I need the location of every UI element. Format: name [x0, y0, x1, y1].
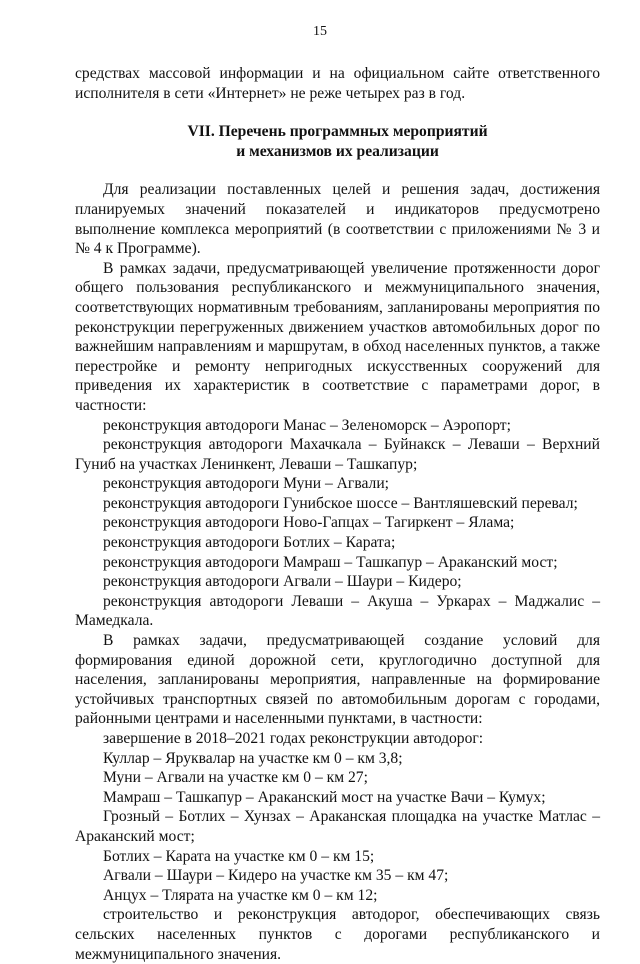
list-item: Ботлих – Карата на участке км 0 – км 15; [103, 847, 375, 865]
list-item: Муни – Агвали на участке км 0 – км 27; [103, 769, 368, 787]
section-title-line2: и механизмов их реализации [236, 142, 439, 160]
document-body [75, 64, 600, 964]
paragraph-5: строительство и реконструкция автодорог, обеспечивающих связь сельских населенных пунктов с дорогами республиканского и межмуниципального значения. [75, 906, 600, 963]
paragraph-2: В рамках задачи, предусматривающей увеличение протяженности дорог общего пользования республиканского и межмуниципального значения, соответствующих нормативным требованиям, запланированы мероприятия по реконструкции перегруженных движением участков автомобильных дорог по важнейшим направлениям и маршрутам, в обход населенных пунктов, а также перестройке и ремонту непригодных искусственных сооружений для приведения их характеристик в соответствие с параметрами дорог, в частности: [75, 259, 600, 414]
list-item: Куллар – Яруквалар на участке км 0 – км 3,8; [103, 749, 403, 767]
list-item: реконструкция автодороги Муни – Агвали; [103, 475, 390, 493]
list-item: реконструкция автодороги Мамраш – Ташкапур – Араканский мост; [103, 553, 558, 571]
list-item: Грозный – Ботлих – Хунзах – Араканская площадка на участке Матлас – Араканский мост; [75, 808, 600, 845]
page-number: 15 [313, 24, 327, 39]
section-title-line1: VII. Перечень программных мероприятий [187, 123, 488, 141]
list-item: реконструкция автодороги Манас – Зеленоморск – Аэропорт; [103, 416, 511, 434]
list-item: реконструкция автодороги Леваши – Акуша – Уркарах – Маджалис – Мамедкала. [75, 592, 600, 630]
list-item: реконструкция автодороги Ботлих – Карата; [103, 534, 396, 552]
list-item: реконструкция автодороги Ново-Гапцах – Тагиркент – Ялама; [103, 514, 515, 532]
list-item: Агвали – Шаури – Кидеро на участке км 35 – км 47; [103, 867, 449, 885]
list-item: Мамраш – Ташкапур – Араканский мост на участке Вачи – Кумух; [103, 788, 546, 806]
paragraph-1: Для реализации поставленных целей и решения задач, достижения планируемых значений показателей и индикаторов предусмотрено выполнение комплекса мероприятий (в соответствии с приложениями № 3 и № 4 к Программе). [75, 181, 600, 258]
intro-paragraph: средствах массовой информации и на официальном сайте ответственного исполнителя в сети «Интернет» не реже четырех раз в год. [75, 65, 600, 102]
list-item: реконструкция автодороги Агвали – Шаури – Кидеро; [103, 573, 462, 591]
list-item: реконструкция автодороги Гунибское шоссе – Вантляшевский перевал; [103, 494, 578, 512]
paragraph-4: завершение в 2018–2021 годах реконструкции автодорог: [103, 730, 484, 747]
list-item: реконструкция автодороги Махачкала – Буйнакск – Леваши – Верхний Гуниб на участках Ленинкент, Леваши – Ташкапур; [75, 436, 600, 473]
paragraph-3: В рамках задачи, предусматривающей создание условий для формирования единой дорожной сети, круглогодично доступной для населения, запланированы мероприятия, направленные на формирование устойчивых транспортных связей по автомобильным дорогам с городами, районными центрами и населенными пунктами, в частности: [75, 632, 600, 728]
list-item: Анцух – Тлярата на участке км 0 – км 12; [103, 886, 378, 904]
